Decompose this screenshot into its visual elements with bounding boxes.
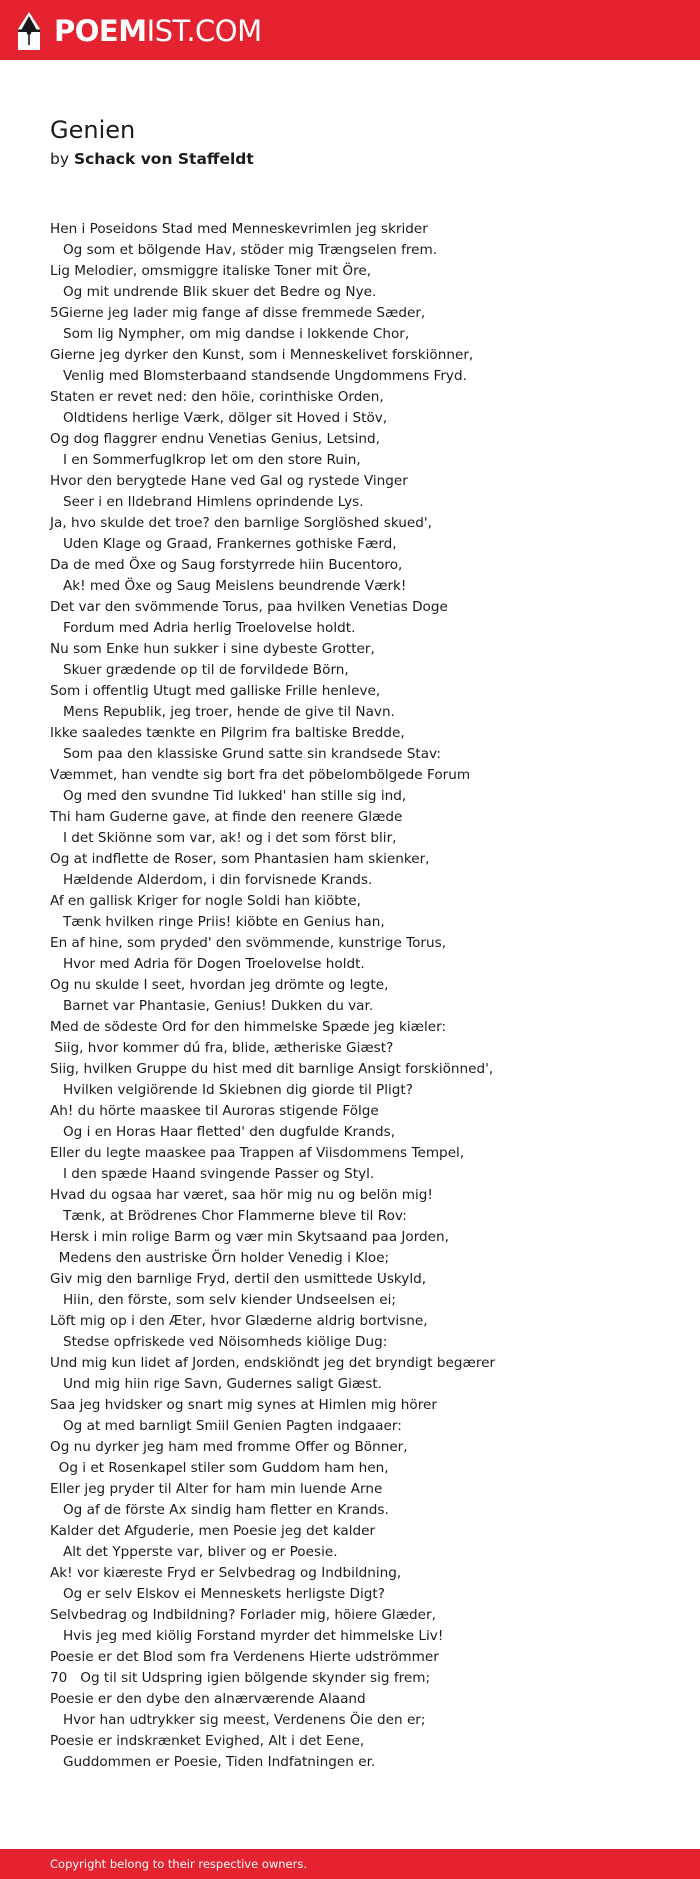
poem-line: Fordum med Adria herlig Troelovelse holdt. <box>50 620 356 636</box>
copyright-notice: Copyright belong to their respective owners. <box>50 1857 308 1871</box>
poem-author[interactable]: Schack von Staffeldt <box>73 150 254 168</box>
poem-line: Eller jeg pryder til Alter for ham min luende Arne <box>50 1481 383 1497</box>
poem-line: Og mit undrende Blik skuer det Bedre og Nye. <box>50 284 377 300</box>
poem-line: Kalder det Afguderie, men Poesie jeg det kalder <box>50 1523 376 1539</box>
poem-line: Löft mig op i den Æter, hvor Glæderne aldrig bortvisne, <box>50 1313 428 1329</box>
poem-line: I den spæde Haand svingende Passer og Styl. <box>50 1166 375 1182</box>
poem-line: Da de med Öxe og Saug forstyrrede hiin Bucentoro, <box>50 557 403 573</box>
poem-line: Som i offentlig Utugt med galliske Frille henleve, <box>50 683 381 699</box>
byline-prefix: by <box>50 150 70 168</box>
poem-line: Hvis jeg med kiölig Forstand myrder det himmelske Liv! <box>50 1628 444 1644</box>
poem-line: Og nu dyrker jeg ham med fromme Offer og Bönner, <box>50 1439 408 1455</box>
poem-line: Poesie er den dybe den alnærværende Alaand <box>50 1691 366 1707</box>
poem-line: Nu som Enke hun sukker i sine dybeste Grotter, <box>50 641 375 657</box>
poem-line: Og at med barnligt Smiil Genien Pagten indgaaer: <box>50 1418 402 1434</box>
poem-line: Og af de förste Ax sindig ham fletter en Krands. <box>50 1502 389 1518</box>
poem-body <box>50 219 670 1773</box>
poem-line: Seer i en Ildebrand Himlens oprindende Lys. <box>50 494 364 510</box>
poem-line: Poesie er indskrænket Evighed, Alt i det Eene, <box>50 1733 365 1749</box>
poem-line: I det Skiönne som var, ak! og i det som först blir, <box>50 830 397 846</box>
poem-line: Stedse opfriskede ved Nöisomheds kiölige Dug: <box>50 1334 388 1350</box>
poem-line: Ak! vor kiæreste Fryd er Selvbedrag og Indbildning, <box>50 1565 402 1581</box>
poem-line: Og at indflette de Roser, som Phantasien ham skienker, <box>50 851 430 867</box>
poem-line: Giv mig den barnlige Fryd, dertil den usmittede Uskyld, <box>50 1271 427 1287</box>
poem-line: Mens Republik, jeg troer, hende de give til Navn. <box>50 704 395 720</box>
poem-line: Med de södeste Ord for den himmelske Spæde jeg kiæler: <box>50 1019 447 1035</box>
poem-line: Barnet var Phantasie, Genius! Dukken du var. <box>50 998 374 1014</box>
poem-line: Og er selv Elskov ei Menneskets herligste Digt? <box>50 1586 385 1602</box>
poem-line: Lig Melodier, omsmiggre italiske Toner mit Öre, <box>50 263 372 279</box>
poem-line: Hvad du ogsaa har været, saa hör mig nu og belön mig! <box>50 1187 433 1203</box>
poem-line: Og i et Rosenkapel stiler som Guddom ham hen, <box>50 1460 389 1476</box>
poem-line: Ah! du hörte maaskee til Auroras stigende Fölge <box>50 1103 379 1119</box>
poem-title: Genien <box>50 116 136 144</box>
logo-text-light: IST.COM <box>146 14 262 48</box>
poem-line: Hersk i min rolige Barm og vær min Skytsaand paa Jorden, <box>50 1229 449 1245</box>
poem-line: I en Sommerfuglkrop let om den store Ruin, <box>50 452 361 468</box>
site-footer <box>0 1849 700 1879</box>
site-header <box>0 0 700 60</box>
poem-line: Og med den svundne Tid lukked' han stille sig ind, <box>50 788 407 804</box>
logo-text-bold: POEM <box>54 14 147 48</box>
poem-line: Venlig med Blomsterbaand standsende Ungdommens Fryd. <box>50 368 467 384</box>
poem-byline <box>50 148 254 170</box>
poem-line: Eller du legte maaskee paa Trappen af Viisdommens Tempel, <box>50 1145 465 1161</box>
poem-line: 70 Og til sit Udspring igien bölgende skynder sig frem; <box>50 1670 431 1686</box>
poem-line: Und mig kun lidet af Jorden, endskiöndt jeg det bryndigt begærer <box>50 1355 496 1371</box>
poem-line: Af en gallisk Kriger for nogle Soldi han kiöbte, <box>50 893 361 909</box>
poem-line: Ikke saaledes tænkte en Pilgrim fra baltiske Bredde, <box>50 725 405 741</box>
poem-line: Og som et bölgende Hav, stöder mig Trængselen frem. <box>50 242 438 258</box>
poem-line: Tænk hvilken ringe Priis! kiöbte en Genius han, <box>50 914 385 930</box>
poem-line: Gierne jeg dyrker den Kunst, som i Menneskelivet forskiönner, <box>50 347 474 363</box>
poem-line: Hældende Alderdom, i din forvisnede Krands. <box>50 872 373 888</box>
pen-nib-icon <box>16 11 42 51</box>
poem-line: Thi ham Guderne gave, at finde den reenere Glæde <box>50 809 403 825</box>
poem-line: 5Gierne jeg lader mig fange af disse fremmede Sæder, <box>50 305 426 321</box>
poem-line: Og i en Horas Haar fletted' den dugfulde Krands, <box>50 1124 396 1140</box>
poem-line: Det var den svömmende Torus, paa hvilken Venetias Doge <box>50 599 448 615</box>
poem-line: Skuer grædende op til de forvildede Börn, <box>50 662 349 678</box>
logo-text <box>54 12 262 50</box>
poem-line: Ak! med Öxe og Saug Meislens beundrende Værk! <box>50 578 407 594</box>
poem-line: Hen i Poseidons Stad med Menneskevrimlen jeg skrider <box>50 221 428 237</box>
poem-line: Hvor med Adria för Dogen Troelovelse holdt. <box>50 956 365 972</box>
poem-line: Poesie er det Blod som fra Verdenens Hierte udströmmer <box>50 1649 439 1665</box>
poem-line: Tænk, at Brödrenes Chor Flammerne bleve til Rov: <box>50 1208 407 1224</box>
poem-line: Oldtidens herlige Værk, dölger sit Hoved i Stöv, <box>50 410 388 426</box>
poem-line: Medens den austriske Örn holder Venedig i Kloe; <box>50 1250 390 1266</box>
poem-line: Alt det Ypperste var, bliver og er Poesie. <box>50 1544 338 1560</box>
poem-line: Siig, hvilken Gruppe du hist med dit barnlige Ansigt forskiönned', <box>50 1061 494 1077</box>
poem-line: Selvbedrag og Indbildning? Forlader mig, höiere Glæder, <box>50 1607 436 1623</box>
site-logo[interactable] <box>16 12 262 50</box>
poem-line: Hvor han udtrykker sig meest, Verdenens Öie den er; <box>50 1712 426 1728</box>
poem-line: Ja, hvo skulde det troe? den barnlige Sorglöshed skued', <box>50 515 432 531</box>
poem-line: Som lig Nympher, om mig dandse i lokkende Chor, <box>50 326 410 342</box>
poem-line: En af hine, som pryded' den svömmende, kunstrige Torus, <box>50 935 447 951</box>
poem-line: Siig, hvor kommer dú fra, blide, ætheriske Giæst? <box>50 1040 394 1056</box>
poem-line: Saa jeg hvidsker og snart mig synes at Himlen mig hörer <box>50 1397 437 1413</box>
poem-line: Staten er revet ned: den höie, corinthiske Orden, <box>50 389 384 405</box>
poem-line: Og dog flaggrer endnu Venetias Genius, Letsind, <box>50 431 380 447</box>
poem-line: Væmmet, han vendte sig bort fra det pöbelombölgede Forum <box>50 767 471 783</box>
poem-line: Hvor den berygtede Hane ved Gal og rystede Vinger <box>50 473 408 489</box>
poem-line: Hvilken velgiörende Id Skiebnen dig giorde til Pligt? <box>50 1082 413 1098</box>
poem-line: Hiin, den förste, som selv kiender Undseelsen ei; <box>50 1292 396 1308</box>
poem-line: Som paa den klassiske Grund satte sin krandsede Stav: <box>50 746 441 762</box>
poem-line: Und mig hiin rige Savn, Gudernes saligt Giæst. <box>50 1376 383 1392</box>
poem-line: Guddommen er Poesie, Tiden Indfatningen er. <box>50 1754 376 1770</box>
poem-line: Uden Klage og Graad, Frankernes gothiske Færd, <box>50 536 397 552</box>
poem-line: Og nu skulde I seet, hvordan jeg drömte og legte, <box>50 977 389 993</box>
